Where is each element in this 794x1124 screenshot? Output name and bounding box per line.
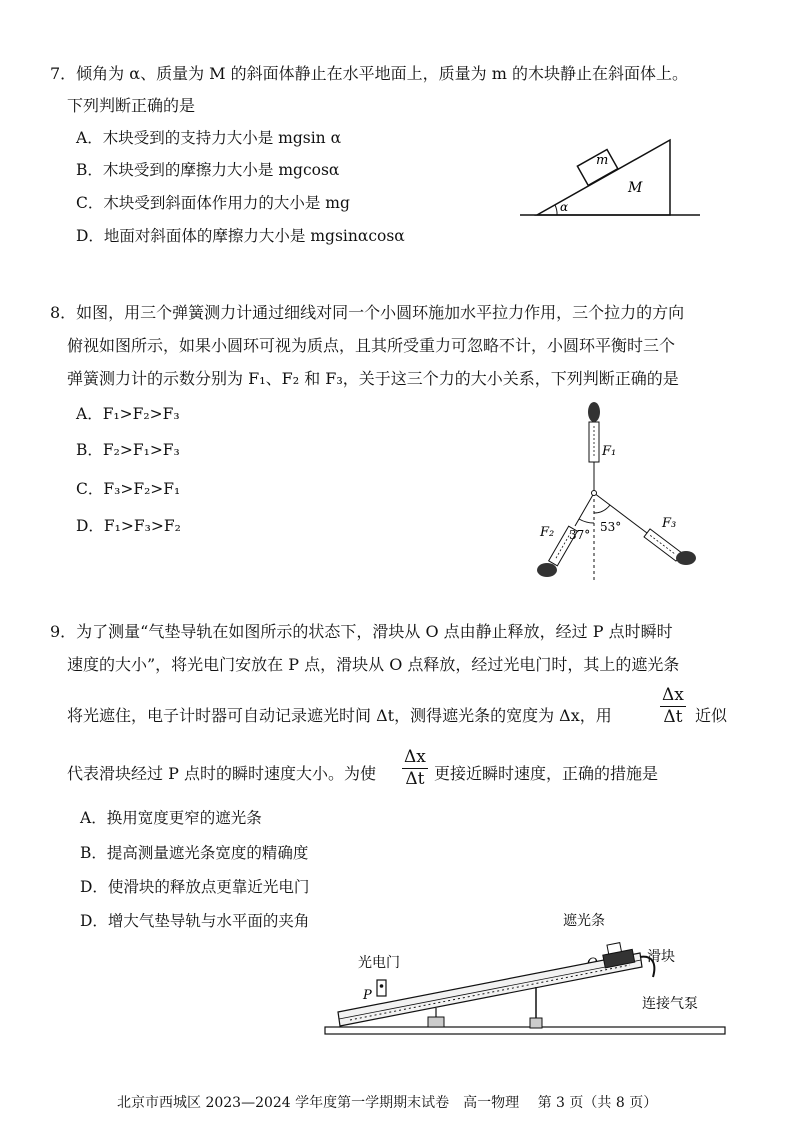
- angle-arc-right: [594, 505, 610, 513]
- q9-stem-line3-pre: 将光遮住，电子计时器可自动记录遮光时间 Δt，测得遮光条的宽度为 Δx，用: [67, 706, 612, 725]
- angle-label: α: [560, 200, 569, 214]
- q9-stem-line1: 9．为了测量“气垫导轨在如图所示的状态下，滑块从 O 点由静止释放，经过 P 点时瞬时: [50, 622, 673, 641]
- angle-label-left: 37°: [569, 528, 591, 542]
- q9-fraction-2: [402, 748, 428, 789]
- q9-option-c: D．使滑块的释放点更靠近光电门: [80, 878, 310, 896]
- f3-meter: [644, 529, 682, 561]
- q9-option-b: B．提高测量遮光条宽度的精确度: [80, 844, 309, 862]
- f1-hand-icon: [588, 402, 600, 422]
- photogate: [377, 980, 386, 996]
- slider-label: 滑块: [647, 949, 675, 965]
- q9-option-a: A．换用宽度更窄的遮光条: [80, 809, 262, 827]
- support-right: [530, 1018, 542, 1028]
- support-left: [428, 1017, 444, 1027]
- fraction-denominator: Δt: [405, 769, 425, 789]
- q8-stem-line1: 8．如图，用三个弹簧测力计通过细线对同一个小圆环施加水平拉力作用，三个拉力的方向: [50, 303, 685, 322]
- q9-stem-line2: 速度的大小”，将光电门安放在 P 点，滑块从 O 点释放，经过光电门时，其上的遮光条: [67, 655, 680, 674]
- wedge-label: M: [628, 180, 643, 196]
- shade-label: 遮光条: [563, 913, 605, 929]
- q8-stem-line2: 俯视如图所示，如果小圆环可视为质点，且其所受重力可忽略不计，小圆环平衡时三个: [67, 336, 676, 355]
- q7-stem-line2: 下列判断正确的是: [67, 96, 196, 115]
- q9-fraction-1: [660, 686, 686, 727]
- q8-force-figure: [520, 400, 720, 585]
- small-ring: [592, 491, 597, 496]
- base-table: [325, 1027, 725, 1034]
- q8-option-b: B．F₂>F₁>F₃: [76, 441, 180, 459]
- q7-option-a: A．木块受到的支持力大小是 mgsin α: [76, 129, 342, 147]
- q9-stem-line4-pre: 代表滑块经过 P 点时的瞬时速度大小。为使: [67, 764, 376, 783]
- f2-hand-icon: [537, 563, 557, 577]
- q9-option-d: D．增大气垫导轨与水平面的夹角: [80, 912, 310, 930]
- q7-incline-figure: [515, 135, 705, 220]
- f3-hand-icon: [676, 551, 696, 565]
- q7-option-b: B．木块受到的摩擦力大小是 mgcosα: [76, 161, 340, 179]
- angle-arc-left: [579, 519, 594, 523]
- block-label: m: [596, 153, 609, 168]
- q8-stem-line3: 弹簧测力计的示数分别为 F₁、F₂ 和 F₃，关于这三个力的大小关系，下列判断正确的是: [67, 369, 679, 388]
- q9-air-track-figure: [320, 905, 730, 1045]
- q9-stem-line3-post: 近似: [695, 706, 728, 725]
- fraction-numerator: Δx: [404, 747, 426, 767]
- q7-stem-line1: 7．倾角为 α、质量为 M 的斜面体静止在水平地面上，质量为 m 的木块静止在斜面体上。: [50, 64, 688, 83]
- angle-arc: [555, 205, 557, 215]
- gate-label: 光电门: [358, 955, 400, 971]
- q8-option-a: A．F₁>F₂>F₃: [76, 405, 180, 423]
- q8-option-d: D．F₁>F₃>F₂: [76, 517, 181, 535]
- q7-option-c: C．木块受到斜面体作用力的大小是 mg: [76, 194, 350, 212]
- f2-label: F₂: [540, 525, 555, 540]
- f1-label: F₁: [602, 444, 617, 459]
- p-label: P: [363, 988, 372, 1003]
- q7-option-d: D．地面对斜面体的摩擦力大小是 mgsinαcosα: [76, 227, 405, 245]
- pump-label: 连接气泵: [642, 996, 698, 1012]
- angle-label-right: 53°: [600, 520, 622, 534]
- q9-stem-line4-post: 更接近瞬时速度，正确的措施是: [434, 764, 659, 783]
- fraction-numerator: Δx: [662, 685, 684, 705]
- f3-label: F₃: [662, 516, 677, 531]
- shade-strip: [607, 943, 621, 954]
- q8-option-c: C．F₃>F₂>F₁: [76, 480, 181, 498]
- fraction-denominator: Δt: [663, 707, 683, 727]
- page-footer: 北京市西城区 2023—2024 学年度第一学期期末试卷 高一物理 第 3 页（共 8 页）: [117, 1095, 658, 1111]
